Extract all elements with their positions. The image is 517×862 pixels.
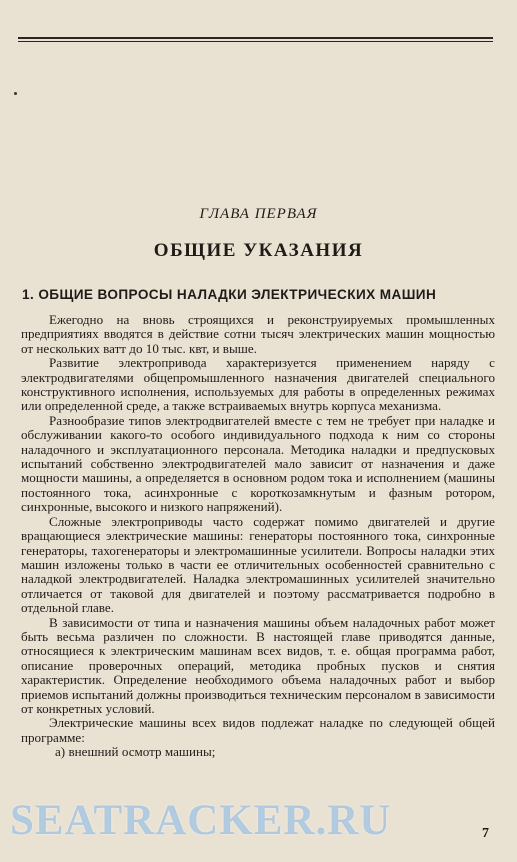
body-text <box>21 313 495 760</box>
paragraph: Ежегодно на вновь строящихся и реконструируемых промышленных предприятиях вводятся в действие сотни тысяч электрических машин мощностью от нескольких ватт до 10 тыс. квт, и выше. <box>21 312 495 356</box>
list-item: а) внешний осмотр машины; <box>55 744 216 760</box>
paragraph: Развитие электропривода характеризуется применением наряду с электродвигателями общепромышленного назначения двигателей специального конструктивного исполнения, используемых для работы в определенных режимах или определенной среде, а также встраиваемых внутрь корпуса механизма. <box>21 355 495 414</box>
paragraph: Разнообразие типов электродвигателей вместе с тем не требует при наладке и обслуживании какого-то особого индивидуального подхода к ним со стороны наладочного и эксплуатационного персонала. Методика наладки и предпусковых испытаний собственно электродвигателей мало зависит от назначения и даже мощности машины, а определяется в основном родом тока и исполнением (машины постоянного тока, асинхронные с короткозамкнутым и фазным ротором, синхронные, высокого и низкого напряжений). <box>21 412 495 515</box>
chapter-label: ГЛАВА ПЕРВАЯ <box>199 206 318 222</box>
page-number: 7 <box>482 826 489 841</box>
paragraph: В зависимости от типа и назначения машины объем наладочных работ может быть весьма различен по сложности. В настоящей главе приводятся данные, относящиеся к электрическим машинам всех видов, т. е. общая программа работ, описание проверочных операций, методика пробных пусков и снятия характеристик. Определение необходимого объема наладочных работ и выбор приемов испытаний должны производиться техническим персоналом в зависимости от конкретных условий. <box>21 614 495 716</box>
paragraph: Электрические машины всех видов подлежат наладке по следующей общей программе: <box>21 715 495 745</box>
print-speck <box>14 92 17 95</box>
section-heading: 1. ОБЩИЕ ВОПРОСЫ НАЛАДКИ ЭЛЕКТРИЧЕСКИХ МАШИН <box>22 287 437 302</box>
header-rule <box>18 37 493 39</box>
paragraph: Сложные электроприводы часто содержат помимо двигателей и другие вращающиеся электрические машины: генераторы постоянного тока, синхронные генераторы, тахогенераторы и электромашинные усилители. Вопросы наладки этих машин изложены только в части ее отличительных особенностей сравнительно с наладкой электродвигателей. Наладка электромашинных усилителей значительно отличается от таковой для двигателей и поэтому рассматривается подробно в отдельной главе. <box>21 513 495 616</box>
header-rule-thin <box>18 41 493 42</box>
watermark: SEATRACKER.RU <box>10 797 392 844</box>
chapter-title: ОБЩИЕ УКАЗАНИЯ <box>153 240 364 261</box>
